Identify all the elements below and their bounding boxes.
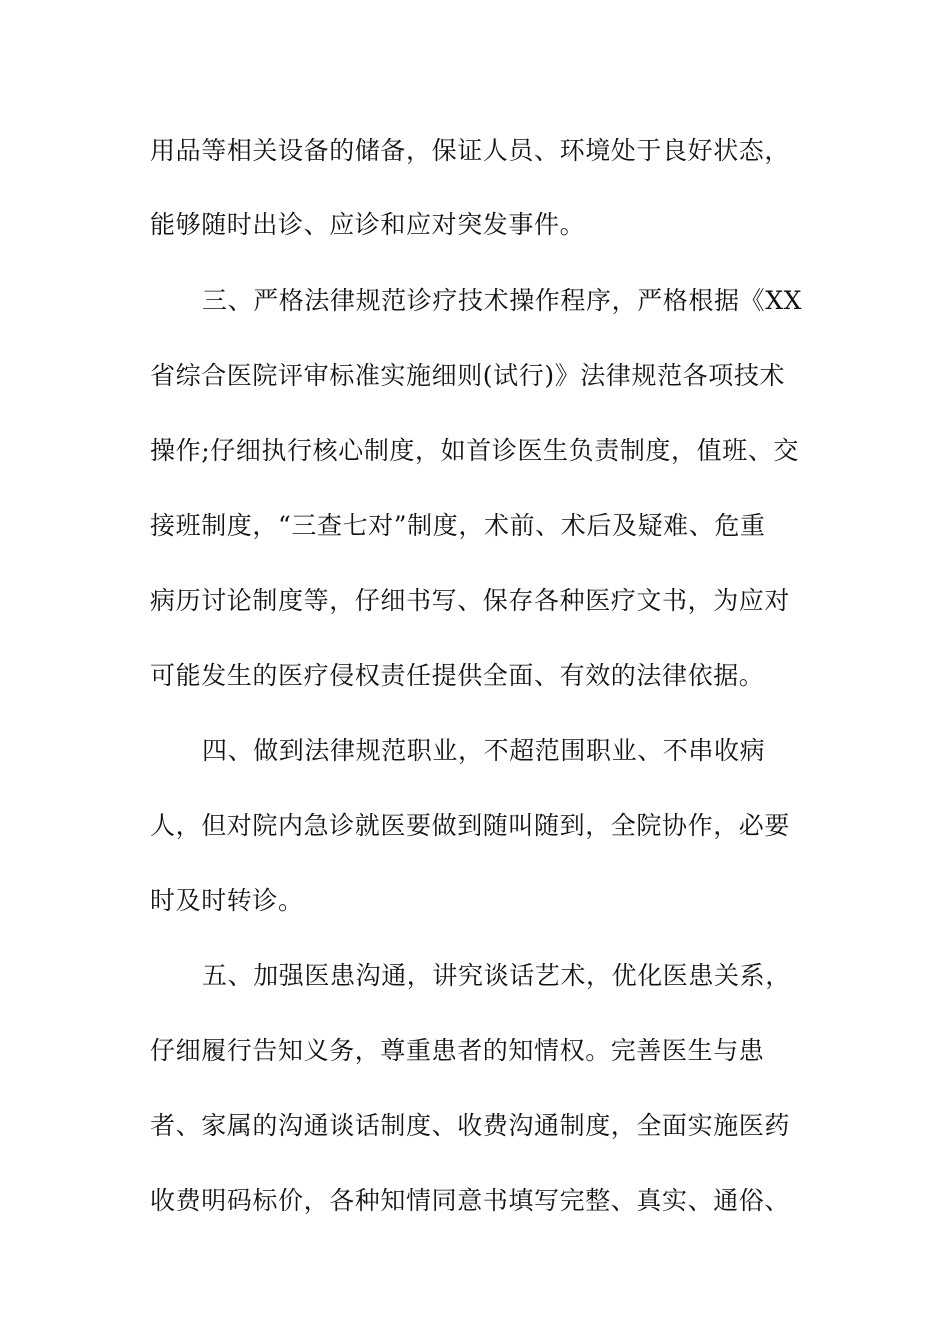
text-line: 操作;仔细执行核心制度，如首诊医生负责制度，值班、交 bbox=[150, 436, 800, 465]
text-line: 收费明码标价，各种知情同意书填写完整、真实、通俗、 bbox=[150, 1186, 791, 1215]
text-line: 能够随时出诊、应诊和应对突发事件。 bbox=[150, 210, 586, 239]
text-line: 接班制度，“三查七对”制度，术前、术后及疑难、危重 bbox=[150, 511, 766, 540]
text-line: 病历讨论制度等，仔细书写、保存各种医疗文书，为应对 bbox=[150, 586, 791, 615]
text-line: 用品等相关设备的储备，保证人员、环境处于良好状态， bbox=[150, 136, 791, 165]
text-line: 省综合医院评审标准实施细则(试行)》法律规范各项技术 bbox=[150, 361, 786, 390]
text-line: 时及时转诊。 bbox=[150, 886, 304, 915]
paragraph-5-heading-line: 五、加强医患沟通，讲究谈话艺术，优化医患关系， bbox=[202, 961, 791, 990]
text-line: 仔细履行告知义务，尊重患者的知情权。完善医生与患 bbox=[150, 1036, 765, 1065]
text-line: 人，但对院内急诊就医要做到随叫随到，全院协作，必要 bbox=[150, 811, 791, 840]
text-line: 可能发生的医疗侵权责任提供全面、有效的法律依据。 bbox=[150, 661, 765, 690]
paragraph-3-heading-line: 三、严格法律规范诊疗技术操作程序，严格根据《XX bbox=[202, 286, 802, 315]
text-line: 者、家属的沟通谈话制度、收费沟通制度，全面实施医药 bbox=[150, 1111, 791, 1140]
paragraph-4-heading-line: 四、做到法律规范职业，不超范围职业、不串收病 bbox=[202, 736, 766, 765]
